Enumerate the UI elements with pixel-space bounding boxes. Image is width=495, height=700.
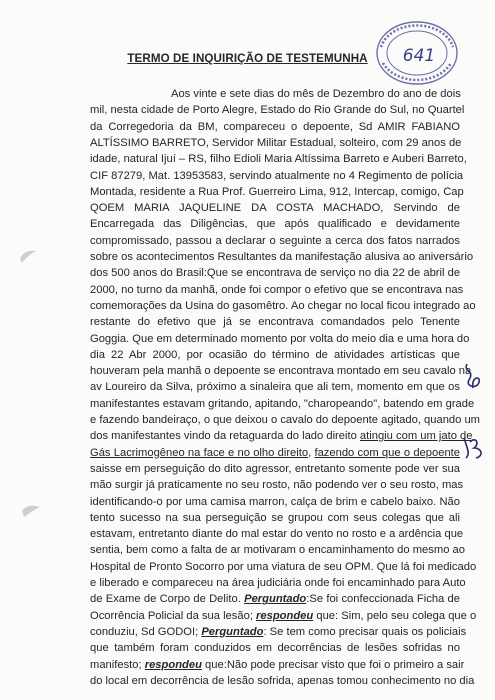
text-line (171, 86, 460, 102)
emphasized-text: respondeu (144, 658, 202, 671)
text-run: houveram pela manhã o depoente se encontrava montado em seu cavalo na (90, 365, 472, 378)
text-line (90, 510, 460, 526)
text-run: 2000, no turno da manhã, onde foi compor o efetivo que se encontrava nas (90, 283, 464, 296)
emphasized-text: Perguntado (244, 593, 307, 606)
text-line (90, 314, 460, 330)
text-line (90, 461, 460, 477)
text-run: Encarregada das Diligências, que após qualificado e devidamente (90, 218, 460, 231)
text-line (90, 494, 460, 510)
text-line (90, 396, 475, 412)
underlined-text: fazendo com que o depoente (314, 446, 460, 459)
text-run: : Se tem como precisar quais os policiais (263, 625, 467, 638)
text-run: Ocorrência Policial da sua lesão; (90, 609, 257, 622)
text-line (90, 591, 460, 607)
text-line (90, 640, 460, 656)
punch-hole-mark (18, 501, 44, 521)
text-line (90, 608, 477, 624)
text-line (90, 673, 475, 689)
emphasized-text: respondeu (256, 609, 314, 622)
text-run: idade, natural Ijuí – RS, filho Edioli Maria Altíssima Barreto e Auberi Barreto, (90, 153, 467, 166)
text-line (90, 412, 481, 428)
text-line (90, 102, 465, 118)
text-line (90, 445, 460, 461)
text-run: tento sucesso na sua perseguição se grupou com seus colegas que ali (90, 511, 460, 524)
text-line (90, 624, 467, 640)
text-run: e liberado e compareceu na área judiciária onde foi encaminhado para Auto (90, 577, 466, 589)
text-line (90, 575, 466, 591)
text-line (90, 200, 460, 216)
text-line (90, 216, 460, 232)
text-run: comemorações da Usina do gasomêtro. Ao chegar no local ficou integrado ao (90, 299, 476, 312)
text-run: dos manifestantes vindo da retaguarda do lado direito (90, 430, 360, 443)
text-run: , (308, 446, 315, 459)
text-run: Aos vinte e sete dias do mês de Dezembro do ano de dois (171, 88, 461, 100)
punch-hole-mark (16, 247, 42, 267)
text-line (90, 168, 464, 184)
text-line (90, 233, 460, 249)
document-title: TERMO DE INQUIRIÇÃO DE TESTEMUNHA (127, 52, 368, 65)
text-run: que também foram conduzidos em decorrências de lesões sofridas no (90, 642, 460, 655)
text-line (90, 428, 473, 444)
text-line (90, 151, 467, 167)
text-run: de Exame de Corpo de Delito. (90, 593, 245, 606)
text-run: manifesto; (90, 658, 145, 671)
text-run: dos 500 anos do Brasil:Que se encontrava de serviço no dia 22 de abril de (90, 267, 461, 280)
text-run: :Se foi confeccionada Ficha de (306, 593, 461, 606)
text-run: identificando-o por uma camisa marron, calça de brim e cabelo baixo. Não (90, 495, 460, 508)
text-run: e fazendo bandeiraço, o que deixou o cavalo do depoente agitado, quando um (90, 414, 481, 426)
text-run: dia 22 Abr 2000, por ocasião do término de atividades artísticas que (90, 348, 460, 361)
text-line (90, 282, 464, 298)
text-run: Hospital de Pronto Socorro por uma viatura de seu OPM. Que lá foi medicado (90, 560, 477, 573)
text-run: ALTÍSSIMO BARRETO, Servidor Militar Estadual, solteiro, com 29 anos de (90, 136, 462, 149)
text-run: saisse em perseguição do dito agressor, entretanto somente pode ver sua (90, 462, 460, 475)
text-line (90, 135, 460, 151)
text-line (90, 526, 464, 542)
text-line (90, 347, 460, 363)
text-run: manifestantes estavam gritando, apitando, "charopeando", batendo em grade (90, 397, 475, 410)
text-line (90, 119, 460, 135)
text-run: mil, nesta cidade de Porto Alegre, Estado do Rio Grande do Sul, no Quartel (90, 104, 465, 117)
text-run: estavam, entretanto diante do mal estar do vento no rosto e a ardência que (90, 528, 464, 541)
text-run: conduziu, Sd GODOI; (90, 625, 202, 638)
text-run: compromissado, passou a declarar o seguinte a cerca dos fatos narrados (90, 234, 460, 247)
text-line (90, 379, 460, 395)
text-line (90, 265, 460, 281)
text-line (90, 331, 470, 347)
emphasized-text: Perguntado (201, 625, 264, 638)
text-run: restante do efetivo que já se encontrava comandados pelo Tenente (90, 316, 460, 329)
text-line (90, 559, 477, 575)
text-line (90, 477, 464, 493)
text-run: que: Sim, pelo seu colega que o (313, 609, 477, 622)
text-run: mão surgir já praticamente no seu rosto, não podendo ver o seu rosto, mas (90, 479, 464, 492)
text-run: sobre os acontecimentos Resultantes da manifestação alusiva ao aniversário (90, 251, 474, 263)
text-run: av Loureiro da Silva, próximo a sinaleira que ali tem, momento em que os (90, 381, 460, 394)
text-run: da Corregedoria da BM, compareceu o depoente, Sd AMIR FABIANO (90, 120, 460, 133)
handwritten-initial (460, 432, 488, 462)
text-run: do local em decorrência de lesão sofrida, apenas tomou conhecimento no dia (90, 674, 475, 687)
text-run: QOEM MARIA JAQUELINE DA COSTA MACHADO, Servindo de (90, 202, 460, 215)
text-line (90, 363, 472, 379)
stamp-page-number: 641 (402, 46, 436, 66)
text-line (90, 184, 464, 200)
text-line (90, 298, 476, 314)
text-run: Montada, residente a Rua Prof. Guerreiro Lima, 912, Intercap, comigo, Cap (90, 185, 464, 198)
text-run: sentia, bem como a falta de ar motivaram o encaminhamento do mesmo ao (90, 544, 465, 557)
text-run: Goggia. Que em determinado momento por volta do meio dia e uma hora do (90, 332, 470, 345)
underlined-text: Gás Lacrimogêneo na face e no olho direito (90, 446, 309, 459)
text-line (90, 249, 474, 265)
text-line (90, 657, 465, 673)
handwritten-initial (461, 360, 485, 394)
underlined-text: atingiu com um jato de (359, 430, 473, 443)
text-run: que:Não pode precisar visto que foi o primeiro a sair (201, 658, 465, 671)
text-run: CIF 87279, Mat. 13953583, servindo atualmente no 4 Regimento de polícia (90, 169, 464, 182)
text-line (90, 542, 465, 558)
